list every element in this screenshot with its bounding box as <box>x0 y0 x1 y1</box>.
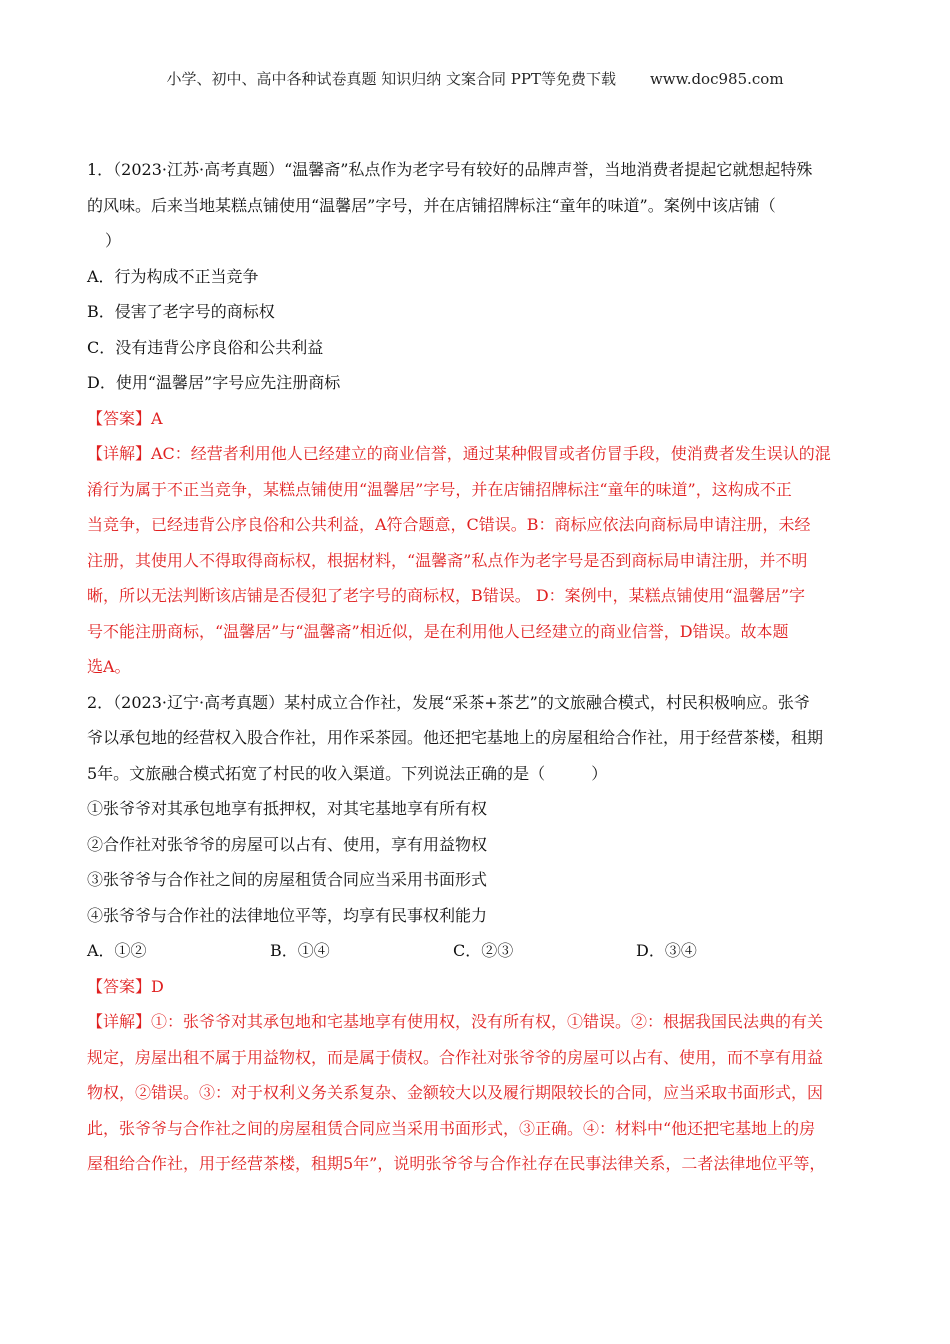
q2-stem-line-3-text: 5年。文旅融合模式拓宽了村民的收入渠道。下列说法正确的是（ <box>87 763 546 783</box>
q1-explain-line-7: 选A。 <box>87 657 131 676</box>
header-text: 小学、初中、高中各种试卷真题 知识归纳 文案合同 PPT等免费下载 <box>166 70 616 88</box>
header-site: www.doc985.com <box>649 70 784 88</box>
q2-explain-line-5: 屋租给合作社，用于经营茶楼，租期5年”，说明张爷爷与合作社存在民事法律关系，二者法律地位平等， <box>87 1154 826 1173</box>
q2-option-d: D．③④ <box>636 941 697 960</box>
q2-stem-line-1: 2．（2023·辽宁·高考真题）某村成立合作社，发展“采茶+茶艺”的文旅融合模式，村民积极响应。张爷 <box>87 692 810 712</box>
q1-answer: 【答案】A <box>87 408 163 428</box>
q2-explain-line-1: 【详解】①：张爷爷对其承包地和宅基地享有使用权，没有所有权，①错误。②：根据我国民法典的有关 <box>87 1012 824 1031</box>
q2-statement-2: ②合作社对张爷爷的房屋可以占有、使用，享有用益物权 <box>87 834 488 854</box>
q2-option-a: A．①② <box>87 941 147 960</box>
q1-stem-line-2: 的风味。后来当地某糕点铺使用“温馨居”字号，并在店铺招牌标注“童年的味道”。案例中该店铺（ <box>87 195 776 215</box>
q2-option-b: B．①④ <box>270 941 330 960</box>
q1-explain-line-3: 当竞争，已经违背公序良俗和公共利益，A符合题意，C错误。B：商标应依法向商标局申请注册，未经 <box>87 515 811 534</box>
q1-option-a: A．行为构成不正当竞争 <box>87 266 259 286</box>
q2-explain-line-2: 规定，房屋出租不属于用益物权，而是属于债权。合作社对张爷爷的房屋可以占有、使用，而不享有用益 <box>87 1047 824 1067</box>
q1-option-b: B．侵害了老字号的商标权 <box>87 302 275 321</box>
question-2 <box>87 685 865 1182</box>
q1-stem-line-3: ） <box>105 231 122 250</box>
q2-statement-4: ④张爷爷与合作社的法律地位平等，均享有民事权利能力 <box>87 905 488 925</box>
q1-explain-line-6: 号不能注册商标，“温馨居”与“温馨斋”相近似，是在利用他人已经建立的商业信誉，D错误。故本题 <box>87 621 789 641</box>
q2-stem-line-3-close: ） <box>591 763 608 783</box>
q2-stem-line-3 <box>87 756 865 792</box>
q2-options <box>87 933 865 969</box>
q1-stem-line-1: 1．（2023·江苏·高考真题）“温馨斋”私点作为老字号有较好的品牌声誉，当地消费者提起它就想起特殊 <box>87 160 813 179</box>
question-1 <box>87 152 865 685</box>
document-body <box>87 152 865 1182</box>
q2-option-c: C．②③ <box>453 941 514 960</box>
q2-answer: 【答案】D <box>87 976 164 996</box>
q1-explain-line-5: 晰，所以无法判断该店铺是否侵犯了老字号的商标权，B错误。 D：案例中，某糕点铺使用“温馨居”字 <box>87 586 806 605</box>
q1-option-c: C．没有违背公序良俗和公共利益 <box>87 337 324 357</box>
q1-explain-line-1: 【详解】AC：经营者利用他人已经建立的商业信誉，通过某种假冒或者仿冒手段，使消费者发生误认的混 <box>87 444 831 463</box>
q2-stem-line-2: 爷以承包地的经营权入股合作社，用作采茶园。他还把宅基地上的房屋租给合作社，用于经营茶楼，租期 <box>87 728 824 747</box>
page-header <box>0 68 950 89</box>
q2-statement-3: ③张爷爷与合作社之间的房屋租赁合同应当采用书面形式 <box>87 870 488 889</box>
q1-explain-line-2: 淆行为属于不正当竞争，某糕点铺使用“温馨居”字号，并在店铺招牌标注“童年的味道”，这构成不正 <box>87 479 792 499</box>
q2-statement-1: ①张爷爷对其承包地享有抵押权，对其宅基地享有所有权 <box>87 799 488 818</box>
q1-explain-line-4: 注册，其使用人不得取得商标权，根据材料，“温馨斋”私点作为老字号是否到商标局申请注册，并不明 <box>87 550 808 570</box>
q2-explain-line-4: 此，张爷爷与合作社之间的房屋租赁合同应当采用书面形式，③正确。④：材料中“他还把宅基地上的房 <box>87 1118 816 1138</box>
q1-option-d: D．使用“温馨居”字号应先注册商标 <box>87 373 341 392</box>
q2-explain-line-3: 物权，②错误。③：对于权利义务关系复杂、金额较大以及履行期限较长的合同，应当采取书面形式，因 <box>87 1083 824 1102</box>
